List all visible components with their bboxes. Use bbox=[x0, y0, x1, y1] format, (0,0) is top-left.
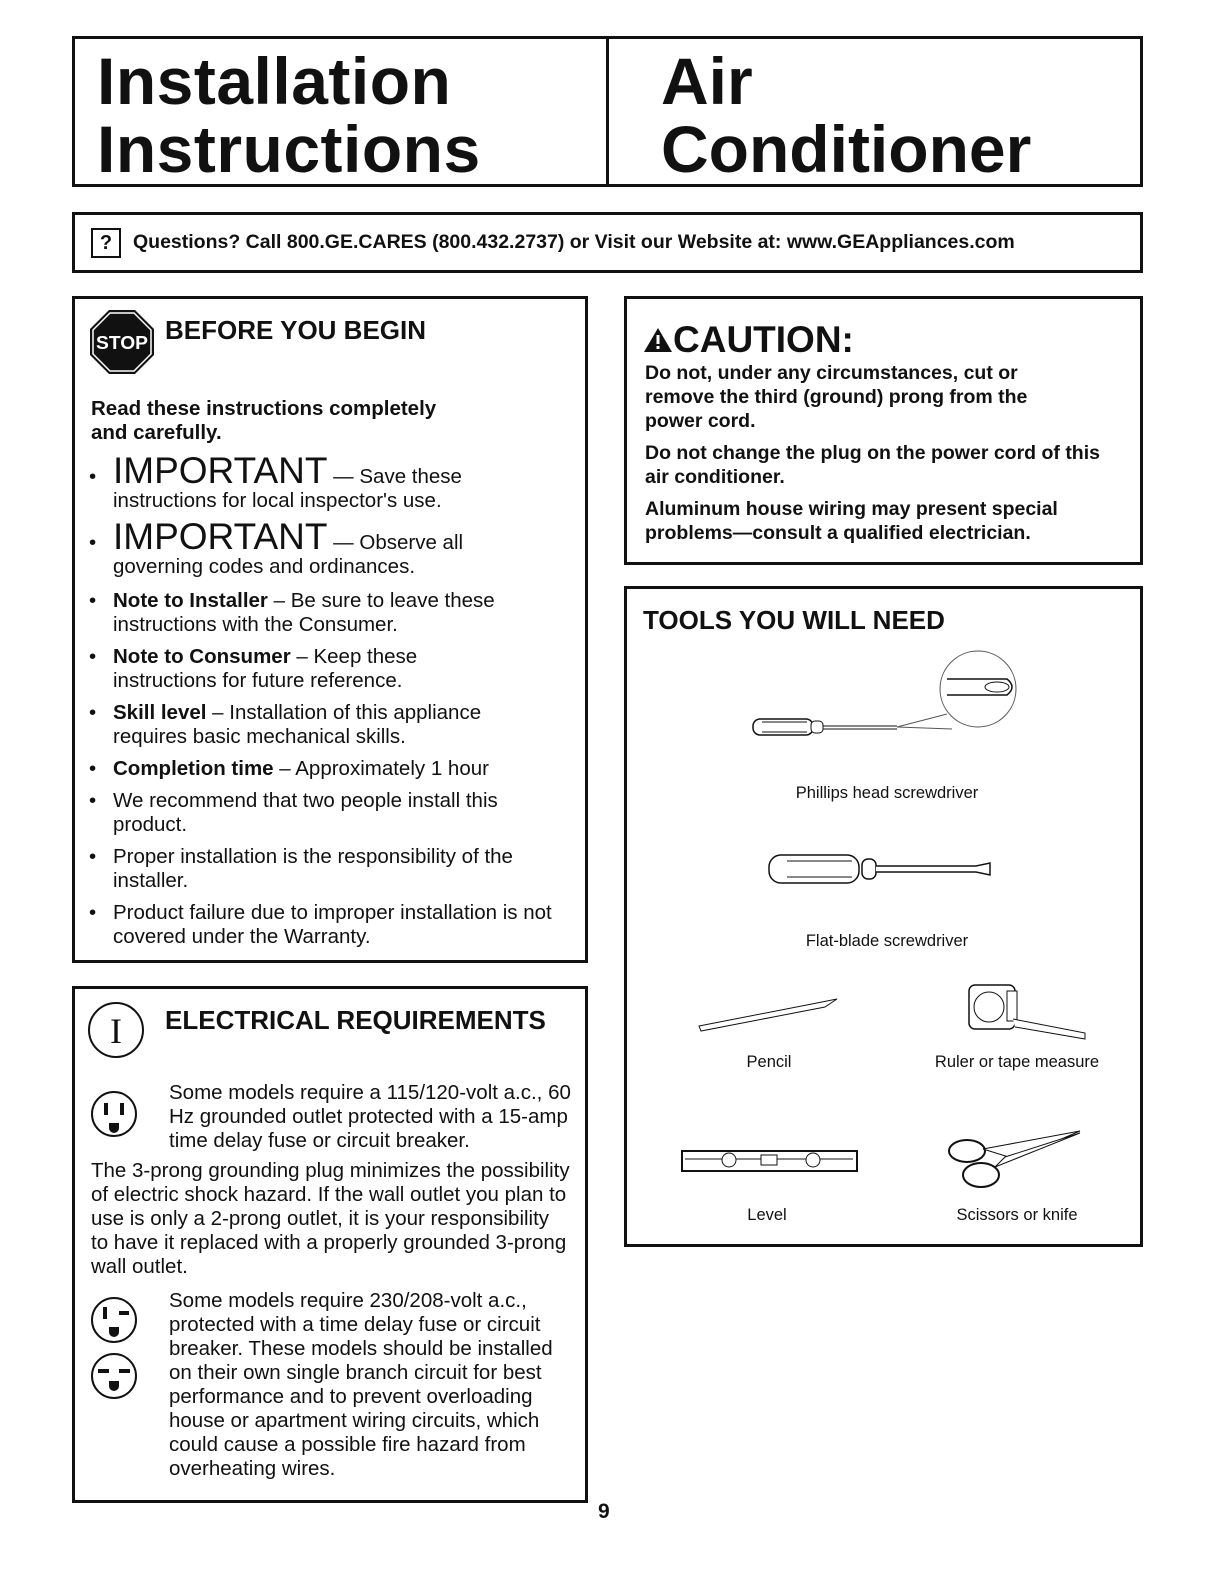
list-item: • Completion time – Approximately 1 hour bbox=[75, 757, 565, 781]
caution-text: Do not, under any circumstances, cut or remove the third (ground) prong from the power cord. bbox=[645, 362, 1028, 432]
product-title: Air Conditioner bbox=[661, 44, 1032, 186]
information-icon bbox=[87, 1001, 145, 1059]
electrical-requirements-section bbox=[72, 986, 588, 1503]
tools-section bbox=[624, 586, 1143, 1247]
doc-title: Installation Instructions bbox=[97, 44, 481, 186]
list-item: • Proper installation is the responsibility of the installer. bbox=[75, 845, 525, 893]
tool-label: Pencil bbox=[746, 1053, 792, 1071]
page-number: 9 bbox=[598, 1500, 610, 1523]
caution-text: Aluminum house wiring may present special problems—consult a qualified electrician. bbox=[645, 498, 1058, 544]
list-item: • We recommend that two people install this product. bbox=[75, 789, 530, 837]
question-icon: ? bbox=[91, 228, 121, 258]
intro-text: Read these instructions completely and carefully. bbox=[91, 397, 437, 444]
svg-text:I: I bbox=[110, 1011, 122, 1051]
pencil-icon bbox=[697, 994, 847, 1034]
phillips-screwdriver-icon bbox=[747, 649, 1027, 759]
list-item: • Note to Consumer – Keep these instructions for future reference. bbox=[75, 645, 495, 693]
header-divider bbox=[606, 39, 609, 184]
section-heading: ELECTRICAL REQUIREMENTS bbox=[165, 1005, 546, 1035]
tool-label: Scissors or knife bbox=[956, 1206, 1078, 1224]
important-item: • IMPORTANT — Observe all governing codes and ordinances. bbox=[89, 516, 464, 578]
caution-heading: CAUTION: bbox=[643, 319, 854, 361]
tool-label: Level bbox=[747, 1206, 787, 1224]
notes-list bbox=[75, 589, 575, 957]
scissors-icon bbox=[945, 1127, 1085, 1197]
tool-label: Phillips head screwdriver bbox=[795, 784, 979, 802]
outlet-115v-icon bbox=[89, 1089, 139, 1139]
questions-text: Questions? Call 800.GE.CARES (800.432.2737) or Visit our Website at: www.GEAppliances.com bbox=[133, 231, 1015, 253]
outlet-115v-text: Some models require a 115/120-volt a.c., 60 Hz grounded outlet protected with a 15-amp time delay fuse or circuit breaker. bbox=[169, 1081, 571, 1152]
outlet-230v-icon bbox=[89, 1295, 139, 1345]
list-item: • Skill level – Installation of this appliance requires basic mechanical skills. bbox=[75, 701, 545, 749]
caution-text: Do not change the plug on the power cord of this air conditioner. bbox=[645, 442, 1100, 488]
list-item: • Note to Installer – Be sure to leave these instructions with the Consumer. bbox=[75, 589, 555, 637]
section-heading: TOOLS YOU WILL NEED bbox=[643, 605, 945, 635]
grounding-text: The 3-prong grounding plug minimizes the possibility of electric shock hazard. If the wall outlet you plan to use is only a 2-prong outlet, it is your responsibility to have it replaced with a properly grounded 3-prong wall outlet. bbox=[91, 1159, 570, 1278]
flat-blade-screwdriver-icon bbox=[767, 849, 1007, 889]
important-list bbox=[75, 450, 585, 585]
tool-label: Ruler or tape measure bbox=[934, 1053, 1100, 1071]
tape-measure-icon bbox=[967, 981, 1092, 1043]
caution-section bbox=[624, 296, 1143, 565]
list-item: • Product failure due to improper installation is not covered under the Warranty. bbox=[75, 901, 575, 949]
tool-label: Flat-blade screwdriver bbox=[805, 932, 969, 950]
header bbox=[72, 36, 1143, 187]
questions-bar bbox=[72, 212, 1143, 273]
outlet-230v-text: Some models require 230/208-volt a.c., protected with a time delay fuse or circuit breaker. These models should be installed on their own single branch circuit for best performance and to prevent overloading house or apartment wiring circuits, which could cause a possible fire hazard from overheating wires. bbox=[169, 1289, 553, 1480]
important-item: • IMPORTANT — Save these instructions for local inspector's use. bbox=[89, 450, 462, 512]
svg-text:STOP: STOP bbox=[96, 333, 148, 353]
level-icon bbox=[681, 1147, 859, 1173]
before-you-begin-section bbox=[72, 296, 588, 963]
warning-triangle-icon bbox=[643, 327, 673, 353]
stop-sign-icon bbox=[89, 309, 155, 375]
section-heading: BEFORE YOU BEGIN bbox=[165, 315, 427, 345]
outlet-208v-icon bbox=[89, 1351, 139, 1401]
